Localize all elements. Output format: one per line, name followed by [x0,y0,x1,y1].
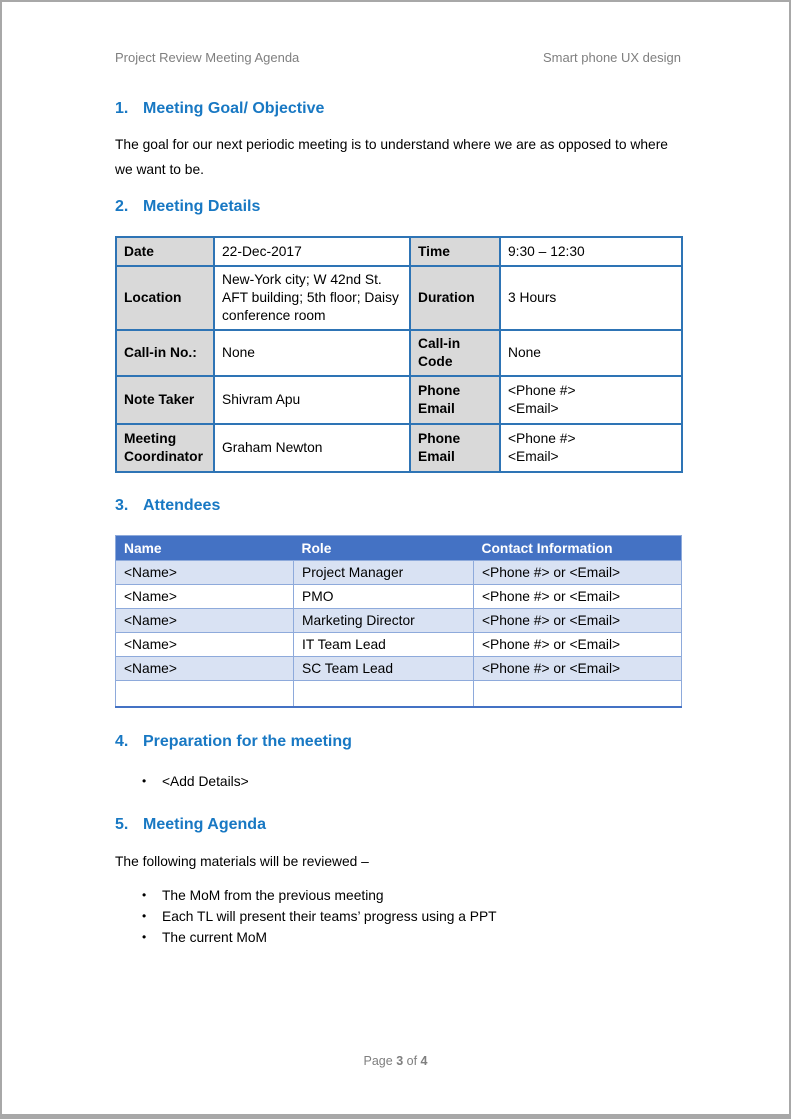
phone-email-value-cell [500,424,682,472]
attendee-role-cell: Project Manager [294,561,474,585]
attendee-contact-cell: <Phone #> or <Email> [474,633,682,657]
note-taker-label-cell: Note Taker [116,376,214,424]
bullet-text: The MoM from the previous meeting [162,887,384,903]
date-label-cell: Date [116,237,214,266]
bullet-icon: • [142,773,147,788]
location-label-cell: Location [116,266,214,330]
list-item [115,885,681,906]
section-title: Meeting Agenda [143,815,266,833]
table-row [116,585,682,609]
bullet-icon: • [142,929,147,944]
table-row [116,330,682,376]
table-row-empty [116,681,682,707]
email-label-line: Email [418,401,455,416]
note-taker-value-cell: Shivram Apu [214,376,410,424]
time-value-cell: 9:30 – 12:30 [500,237,682,266]
attendee-name-cell: <Name> [116,561,294,585]
section-number: 1. [115,100,129,117]
section-heading-agenda [115,815,681,834]
phone-email-label-cell [410,376,500,424]
callin-code-value-cell: None [500,330,682,376]
phone-label-line: Phone [418,383,461,398]
goal-paragraph: The goal for our next periodic meeting is to understand where we are as opposed to where we want to be. [115,137,668,177]
list-item [115,927,681,948]
bullet-icon: • [142,908,147,923]
email-label-line: Email [418,449,455,464]
page-number-footer [2,1054,789,1068]
attendees-table [115,535,682,708]
list-item [115,771,681,792]
attendee-role-cell [294,681,474,707]
attendee-name-cell: <Name> [116,609,294,633]
attendee-role-cell: Marketing Director [294,609,474,633]
phone-value-line: <Phone #> [508,431,576,446]
date-value-cell: 22-Dec-2017 [214,237,410,266]
section-title: Meeting Goal/ Objective [143,100,325,117]
attendee-contact-cell: <Phone #> or <Email> [474,585,682,609]
table-row [116,424,682,472]
contact-column-header: Contact Information [474,536,682,561]
coordinator-value-cell: Graham Newton [214,424,410,472]
preparation-bullet-list [115,771,681,792]
table-row [116,266,682,330]
page-content [115,2,681,948]
document-header [115,2,681,65]
footer-of-label: of [406,1054,418,1068]
section-number: 4. [115,732,129,750]
attendee-role-cell: PMO [294,585,474,609]
footer-page-label: Page [363,1054,393,1068]
table-row [116,561,682,585]
phone-email-value-cell [500,376,682,424]
header-left-text: Project Review Meeting Agenda [115,50,300,65]
callin-no-label-cell: Call-in No.: [116,330,214,376]
footer-current-page: 3 [396,1054,404,1068]
attendee-name-cell [116,681,294,707]
table-row [116,237,682,266]
email-value-line: <Email> [508,449,559,464]
location-value-cell: New-York city; W 42nd St. AFT building; 5th floor; Daisy conference room [214,266,410,330]
name-column-header: Name [116,536,294,561]
section-title: Meeting Details [143,198,261,215]
table-row [116,609,682,633]
attendee-role-cell: IT Team Lead [294,633,474,657]
callin-no-value-cell: None [214,330,410,376]
header-right-text: Smart phone UX design [542,50,681,65]
coordinator-label-cell: Meeting Coordinator [116,424,214,472]
bullet-icon: • [142,887,147,902]
attendee-contact-cell: <Phone #> or <Email> [474,561,682,585]
section-heading-attendees [115,496,681,515]
section-heading-goal [115,99,681,118]
table-row [116,657,682,681]
attendee-contact-cell: <Phone #> or <Email> [474,657,682,681]
phone-email-label-cell [410,424,500,472]
bullet-text: The current MoM [162,929,268,945]
duration-label-cell: Duration [410,266,500,330]
attendee-contact-cell [474,681,682,707]
role-column-header: Role [294,536,474,561]
table-row [116,376,682,424]
bullet-text: Each TL will present their teams’ progress using a PPT [162,908,497,924]
agenda-intro-paragraph: The following materials will be reviewed – [115,853,369,869]
section-number: 2. [115,198,129,215]
attendee-name-cell: <Name> [116,633,294,657]
section-heading-preparation [115,732,681,751]
bullet-text: <Add Details> [162,773,249,789]
attendee-name-cell: <Name> [116,657,294,681]
callin-code-label-cell: Call-in Code [410,330,500,376]
time-label-cell: Time [410,237,500,266]
phone-label-line: Phone [418,431,461,446]
footer-total-pages: 4 [420,1054,428,1068]
duration-value-cell: 3 Hours [500,266,682,330]
section-title: Preparation for the meeting [143,732,352,750]
section-heading-details [115,197,681,216]
section-number: 5. [115,815,129,833]
attendee-name-cell: <Name> [116,585,294,609]
attendee-contact-cell: <Phone #> or <Email> [474,609,682,633]
list-item [115,906,681,927]
attendee-role-cell: SC Team Lead [294,657,474,681]
meeting-details-table [115,236,683,473]
table-row [116,633,682,657]
agenda-bullet-list [115,885,681,948]
section-number: 3. [115,497,129,514]
attendees-header-row [116,536,682,561]
section-title: Attendees [143,497,221,514]
phone-value-line: <Phone #> [508,383,576,398]
email-value-line: <Email> [508,401,559,416]
